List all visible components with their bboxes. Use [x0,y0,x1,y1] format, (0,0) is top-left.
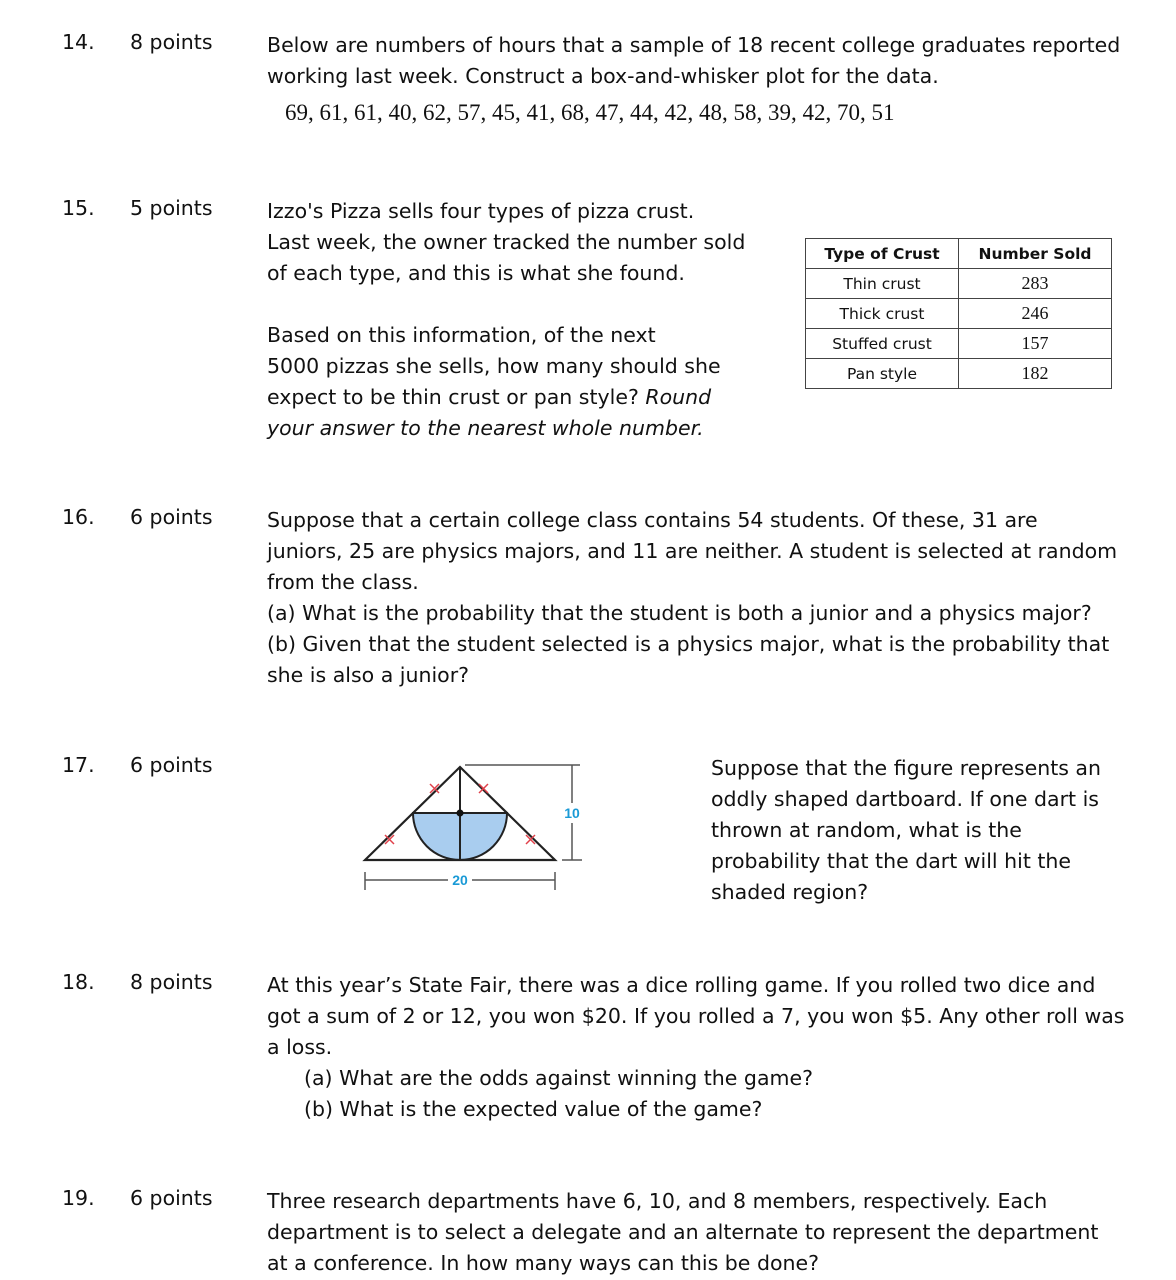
question-text-italic: Round [645,385,712,409]
table-cell: 283 [959,269,1112,299]
question-text: oddly shaped dartboard. If one dart is [711,787,1099,811]
data-values: 69, 61, 61, 40, 62, 57, 45, 41, 68, 47, 44, 42, 48, 58, 39, 42, 70, 51 [285,100,895,125]
question-text: thrown at random, what is the [711,818,1022,842]
question-number: 15. [62,196,95,220]
height-label: 10 [564,805,580,821]
table-cell: Thick crust [806,299,959,329]
question-text: juniors, 25 are physics majors, and 11 are neither. A student is selected at random [267,539,1118,563]
table-cell: Thin crust [806,269,959,299]
question-text: working last week. Construct a box-and-whisker plot for the data. [267,64,939,88]
question-text: (b) Given that the student selected is a physics major, what is the probability that [267,632,1110,656]
table-row [806,269,1112,299]
table-cell: Stuffed crust [806,329,959,359]
question-text: of each type, and this is what she found. [267,261,685,285]
base-label: 20 [452,872,468,888]
question-text: Izzo's Pizza sells four types of pizza crust. [267,199,695,223]
question-text: a loss. [267,1035,333,1059]
question-text: Based on this information, of the next [267,323,656,347]
question-points: 6 points [130,1186,213,1210]
question-text: (a) What is the probability that the student is both a junior and a physics major? [267,601,1092,625]
question-points: 8 points [130,30,213,54]
question-text: got a sum of 2 or 12, you won $20. If you rolled a 7, you won $5. Any other roll was [267,1004,1125,1028]
crust-table [805,238,1112,389]
question-points: 5 points [130,196,213,220]
question-number: 16. [62,505,95,529]
question-number: 19. [62,1186,95,1210]
question-text-italic: your answer to the nearest whole number. [267,416,704,440]
sub-question: (a) What are the odds against winning the game? [304,1066,813,1090]
center-point [457,810,464,817]
question-text: Three research departments have 6, 10, and 8 members, respectively. Each [267,1189,1048,1213]
question-text: probability that the dart will hit the [711,849,1072,873]
question-text: 5000 pizzas she sells, how many should she [267,354,721,378]
sub-question: (b) What is the expected value of the game? [304,1097,763,1121]
question-text: from the class. [267,570,419,594]
question-text: At this year’s State Fair, there was a dice rolling game. If you rolled two dice and [267,973,1096,997]
question-text: she is also a junior? [267,663,469,687]
table-row [806,329,1112,359]
question-points: 6 points [130,753,213,777]
question-text: Suppose that a certain college class contains 54 students. Of these, 31 are [267,508,1038,532]
table-header: Number Sold [959,239,1112,269]
question-text: department is to select a delegate and an alternate to represent the department [267,1220,1099,1244]
question-points: 8 points [130,970,213,994]
question-text: shaded region? [711,880,869,904]
dartboard-figure [350,750,590,900]
question-number: 18. [62,970,95,994]
question-number: 14. [62,30,95,54]
table-cell: 157 [959,329,1112,359]
question-points: 6 points [130,505,213,529]
question-text: Suppose that the figure represents an [711,756,1101,780]
table-row [806,359,1112,389]
table-cell: 246 [959,299,1112,329]
table-row [806,299,1112,329]
question-text: expect to be thin crust or pan style? [267,385,646,409]
question-text: at a conference. In how many ways can this be done? [267,1251,819,1275]
question-text: Last week, the owner tracked the number sold [267,230,746,254]
table-header: Type of Crust [806,239,959,269]
table-cell: Pan style [806,359,959,389]
question-text: Below are numbers of hours that a sample of 18 recent college graduates reported [267,33,1121,57]
table-cell: 182 [959,359,1112,389]
question-number: 17. [62,753,95,777]
